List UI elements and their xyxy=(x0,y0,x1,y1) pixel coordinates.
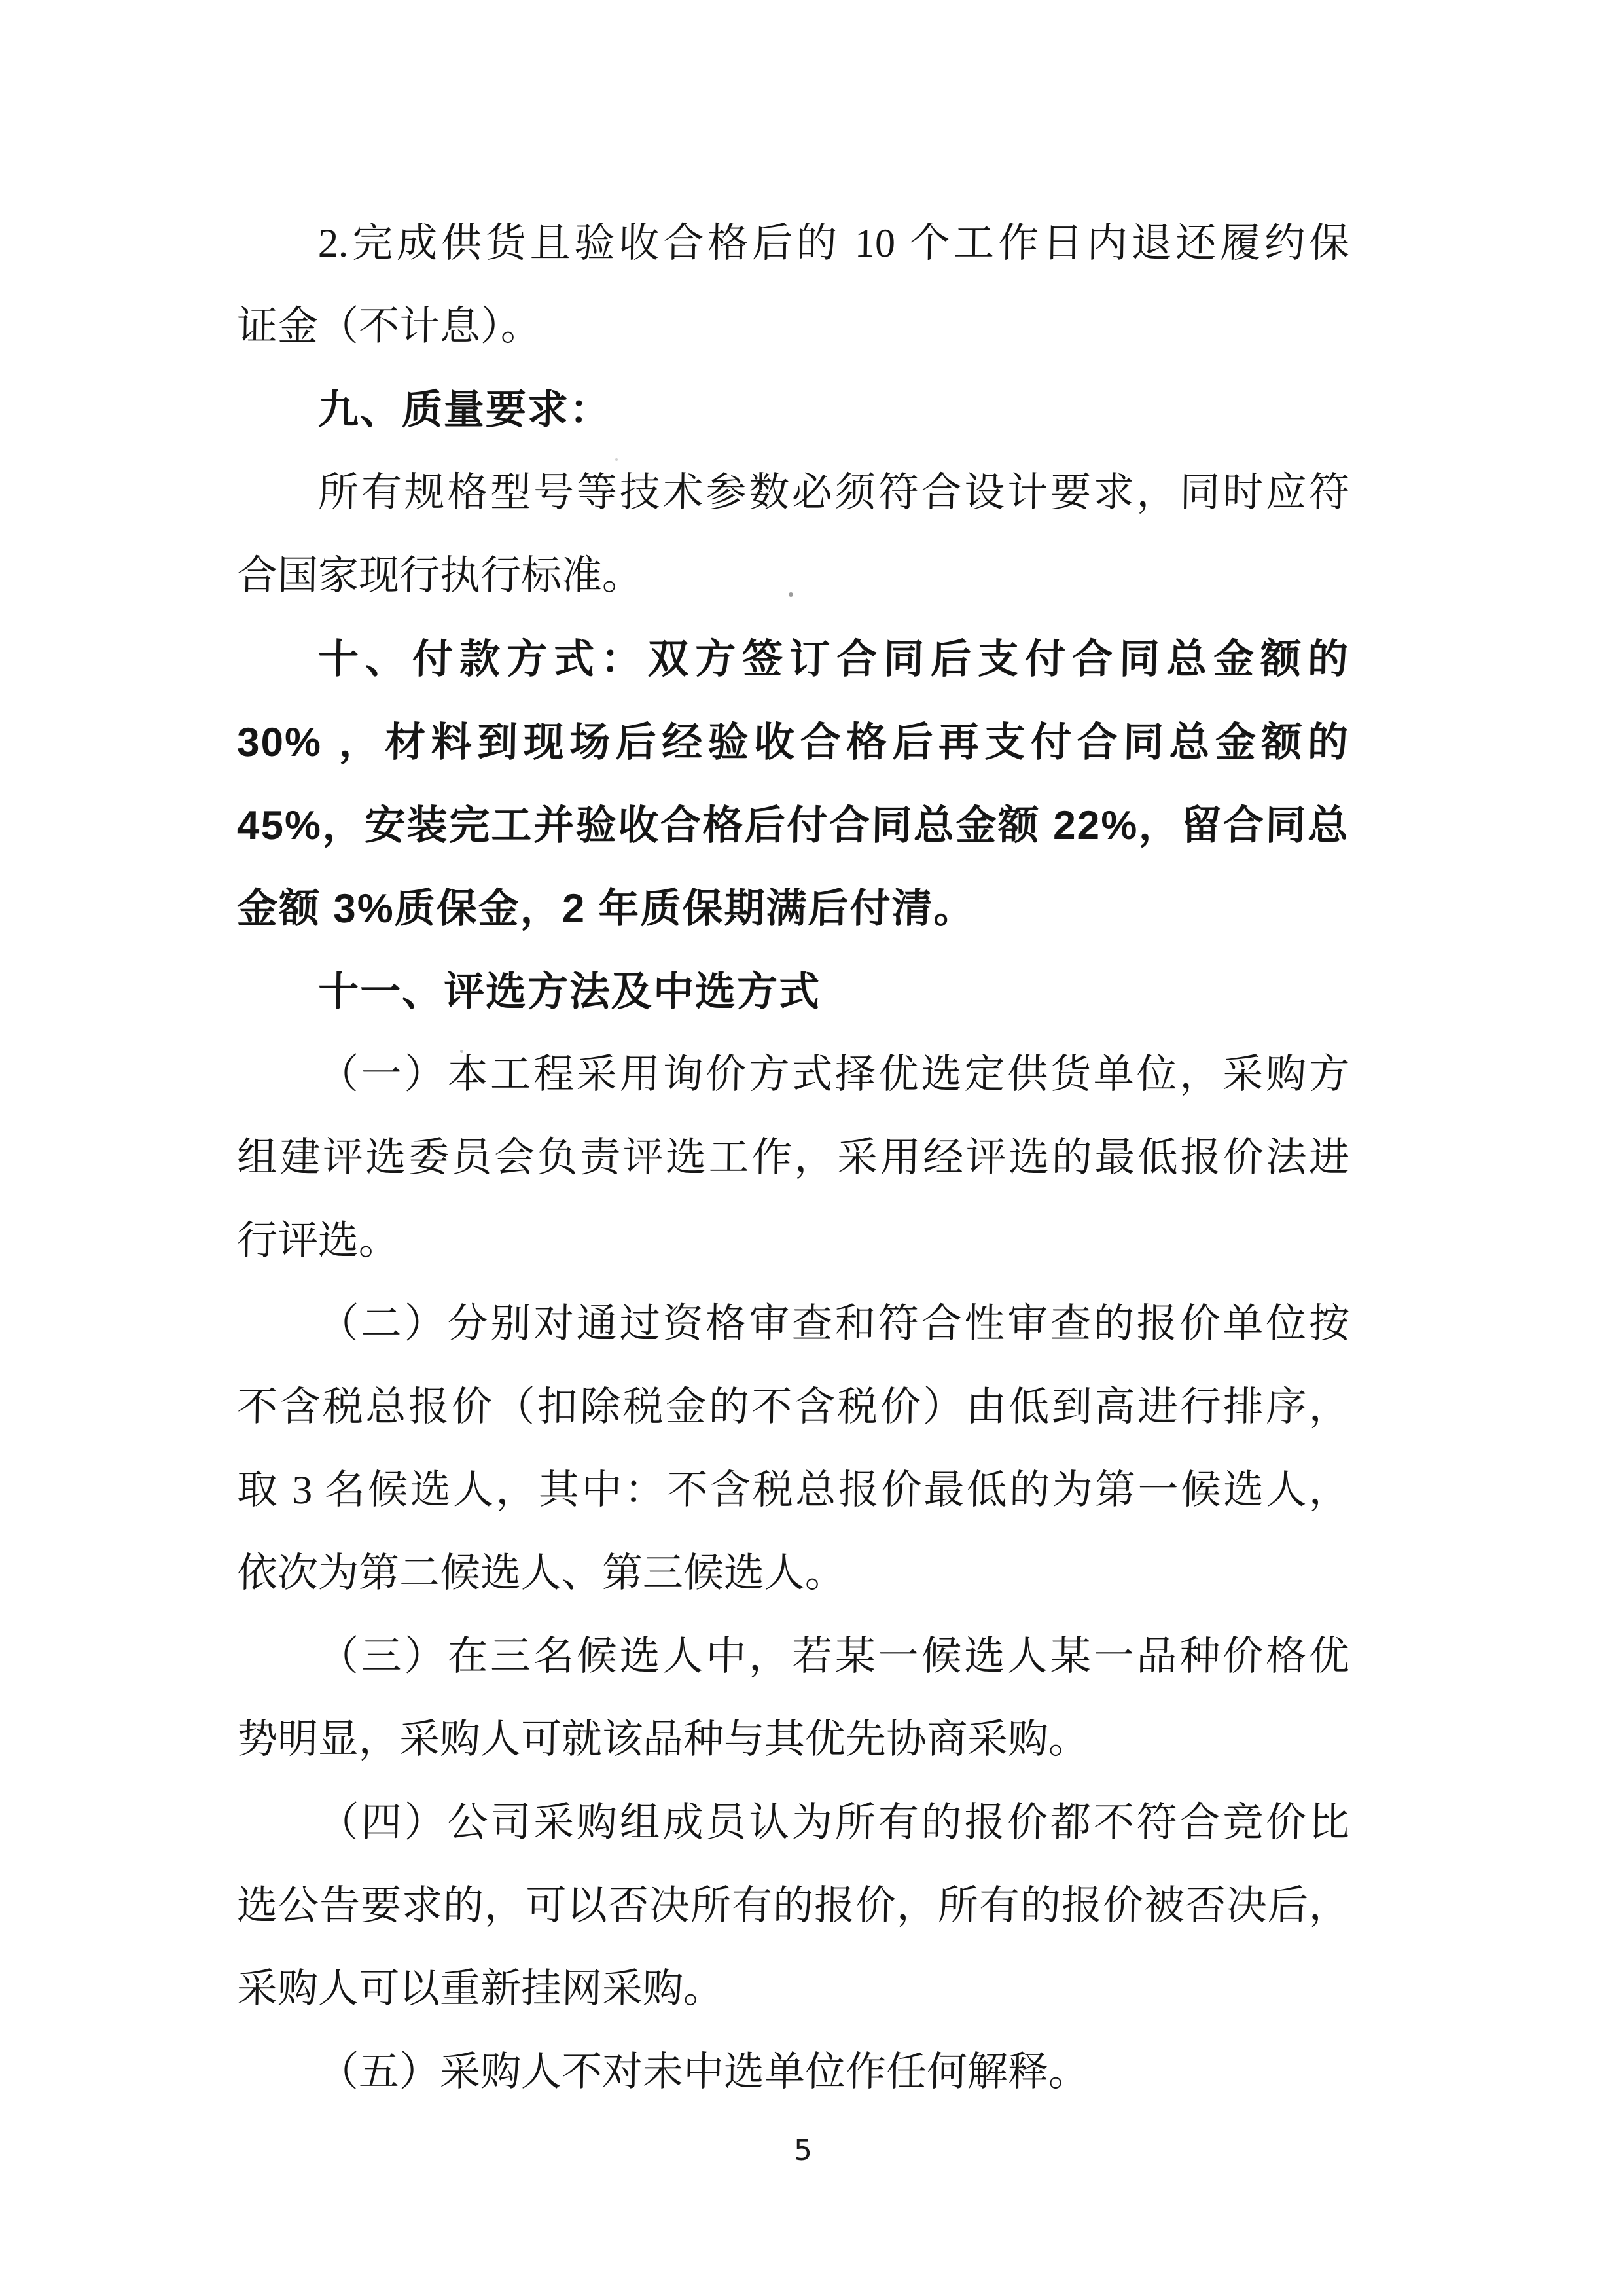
page-number: 5 xyxy=(794,2134,812,2167)
text-line-17: 依次为第二候选人、第三候选人。 xyxy=(236,1551,846,1596)
text-line-2: 证金（不计息）。 xyxy=(236,304,542,349)
text-line-9: 金额 3%质保金，2 年质保期满后付清。 xyxy=(236,886,976,931)
text-line-3: 九、质量要求： xyxy=(317,387,612,433)
text-line-10: 十一、评选方法及中选方式 xyxy=(317,969,821,1014)
scan-speckle xyxy=(615,458,618,461)
text-line-15: 不含税总报价（扣除税金的不含税价）由低到高进行排序， xyxy=(236,1385,1350,1429)
text-line-20: （四）公司采购组成员认为所有的报价都不符合竞价比 xyxy=(317,1801,1350,1845)
text-line-12: 组建评选委员会负责评选工作，采用经评选的最低报价法进 xyxy=(236,1136,1350,1180)
text-line-5: 合国家现行执行标准。 xyxy=(236,554,643,598)
text-line-13: 行评选。 xyxy=(236,1219,400,1263)
text-line-23: （五）采购人不对未中选单位作任何解释。 xyxy=(317,2050,1090,2094)
scan-speckle xyxy=(460,1050,463,1053)
text-line-6: 十、付款方式：双方签订合同后支付合同总金额的 xyxy=(317,637,1350,682)
text-line-1: 2.完成供货且验收合格后的 10 个工作日内退还履约保 xyxy=(317,221,1350,266)
text-line-8: 45%，安装完工并验收合格后付合同总金额 22%，留合同总 xyxy=(236,803,1350,848)
text-line-18: （三）在三名候选人中，若某一候选人某一品种价格优 xyxy=(317,1634,1350,1679)
document-body-text xyxy=(237,202,1349,2114)
text-line-11: （一）本工程采用询价方式择优选定供货单位，采购方 xyxy=(317,1052,1350,1097)
text-line-4: 所有规格型号等技术参数必须符合设计要求，同时应符 xyxy=(317,471,1350,515)
scan-speckle xyxy=(789,592,793,597)
text-line-16: 取 3 名候选人，其中：不含税总报价最低的为第一候选人， xyxy=(236,1468,1350,1513)
text-line-21: 选公告要求的，可以否决所有的报价，所有的报价被否决后， xyxy=(236,1884,1350,1928)
text-line-7: 30% ，材料到现场后经验收合格后再支付合同总金额的 xyxy=(236,720,1350,765)
text-line-22: 采购人可以重新挂网采购。 xyxy=(236,1967,724,2011)
text-line-14: （二）分别对通过资格审查和符合性审查的报价单位按 xyxy=(317,1302,1350,1346)
text-line-19: 势明显，采购人可就该品种与其优先协商采购。 xyxy=(236,1717,1090,1762)
